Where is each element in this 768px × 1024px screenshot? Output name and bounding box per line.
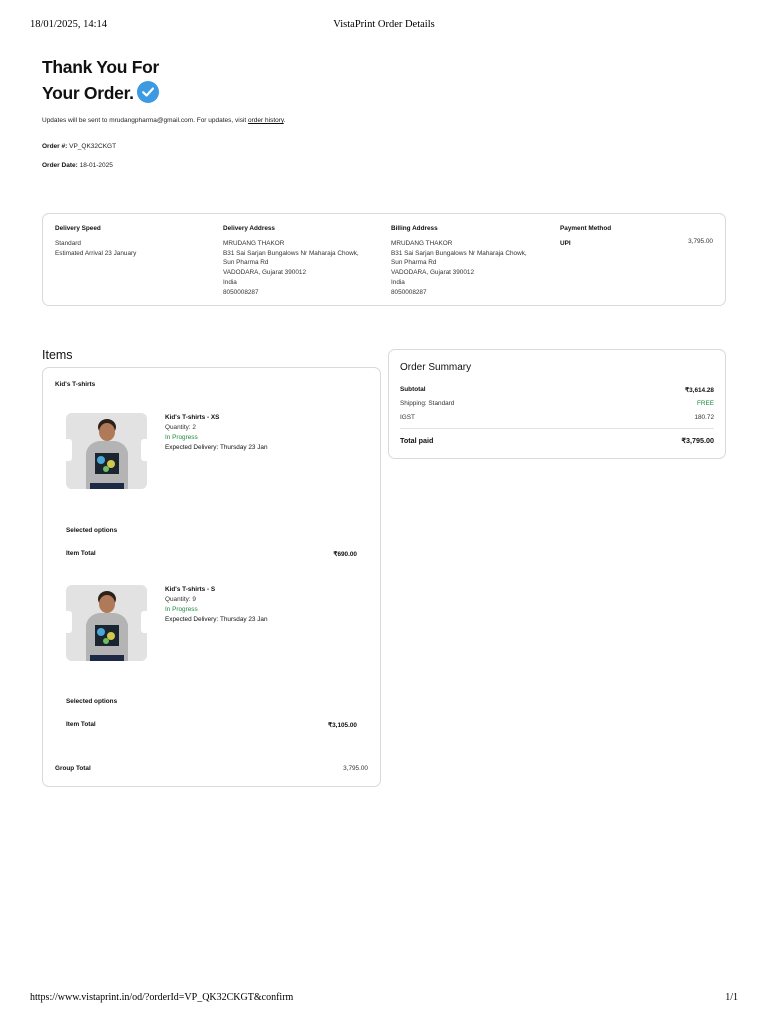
group-total-value: 3,795.00: [343, 765, 368, 772]
item-status: In Progress: [165, 434, 198, 441]
payment-method: Payment Method UPI: [560, 225, 612, 247]
shipping-row: Shipping: Standard FREE: [400, 400, 714, 407]
item-quantity: Quantity: 2: [165, 424, 196, 431]
check-badge-icon: [137, 81, 159, 103]
product-image-tshirt: [66, 413, 147, 489]
item-total-label: Item Total: [66, 721, 96, 728]
print-doc-title: VistaPrint Order Details: [333, 19, 435, 30]
order-summary-title: Order Summary: [400, 362, 472, 373]
item-expected-delivery: Expected Delivery: Thursday 23 Jan: [165, 444, 268, 451]
order-info-card: [42, 213, 726, 306]
billing-address: Billing Address MRUDANG THAKOR B31 Sai Sarjan Bungalows Nr Maharaja Chowk, Sun Pharma Rd VADODARA, Gujarat 390012 India 8050008287: [391, 225, 527, 296]
selected-options: Selected options: [66, 527, 118, 534]
item-quantity: Quantity: 9: [165, 596, 196, 603]
delivery-address: Delivery Address MRUDANG THAKOR B31 Sai Sarjan Bungalows Nr Maharaja Chowk, Sun Pharma Rd VADODARA, Gujarat 390012 India 8050008287: [223, 225, 359, 296]
group-total-label: Group Total: [55, 765, 91, 772]
total-paid-row: Total paid ₹3,795.00: [400, 436, 714, 445]
summary-divider: [400, 428, 714, 429]
product-image-tshirt: [66, 585, 147, 661]
selected-options: Selected options: [66, 698, 118, 705]
item-total-value: ₹690.00: [333, 551, 357, 558]
item-expected-delivery: Expected Delivery: Thursday 23 Jan: [165, 616, 268, 623]
item-status: In Progress: [165, 606, 198, 613]
print-url: https://www.vistaprint.in/od/?orderId=VP_QK32CKGT&confirm: [30, 992, 294, 1003]
updates-notice: Updates will be sent to mrudangpharma@gmail.com. For updates, visit order history.: [42, 117, 286, 124]
order-summary-card: [388, 349, 726, 459]
page-title-line2: Your Order.: [42, 83, 134, 103]
order-history-link[interactable]: order history: [248, 117, 284, 124]
print-footer: [30, 992, 738, 1006]
print-page-number: 1/1: [725, 992, 738, 1003]
order-date: Order Date: 18-01-2025: [42, 162, 113, 169]
item-name: Kid's T-shirts - XS: [165, 414, 220, 421]
delivery-speed: Delivery Speed Standard Estimated Arrival 23 January: [55, 225, 137, 257]
item-details: [165, 585, 268, 625]
subtotal-row: Subtotal ₹3,614.28: [400, 386, 714, 394]
item-details: [165, 413, 268, 453]
tax-row: IGST 180.72: [400, 414, 714, 421]
payment-method-value: UPI: [560, 239, 571, 247]
page-title: [42, 54, 262, 106]
print-datetime: 18/01/2025, 14:14: [30, 19, 108, 30]
payment-amount: 3,795.00: [688, 238, 713, 245]
item-total-value: ₹3,105.00: [328, 722, 357, 729]
items-card: [42, 367, 381, 787]
items-heading: Items: [42, 348, 73, 362]
print-header: [30, 19, 738, 33]
order-number: Order #: VP_QK32CKGT: [42, 143, 117, 150]
item-group-label: Kid's T-shirts: [55, 381, 96, 388]
item-total-label: Item Total: [66, 550, 96, 557]
item-name: Kid's T-shirts - S: [165, 586, 216, 593]
page-title-line1: Thank You For: [42, 57, 159, 77]
